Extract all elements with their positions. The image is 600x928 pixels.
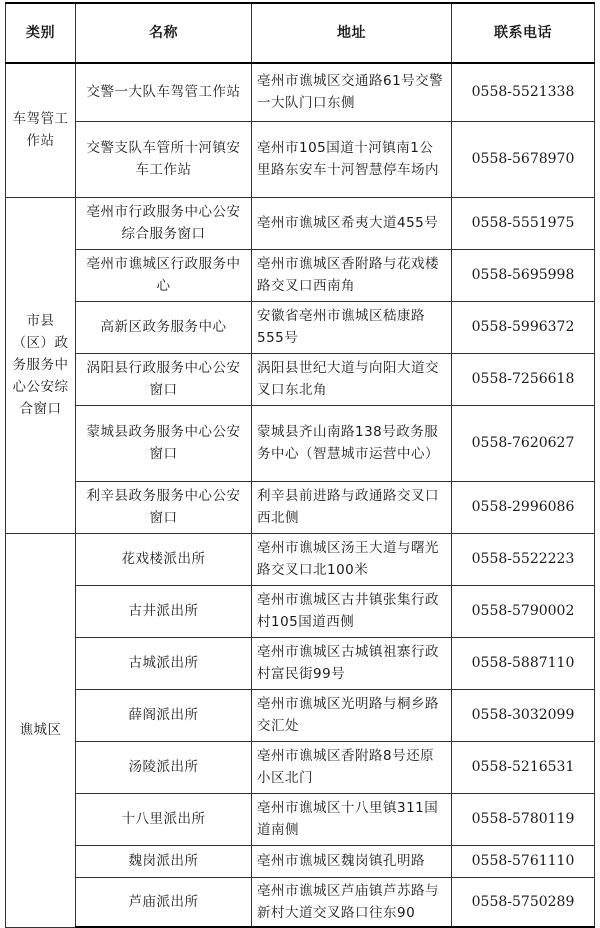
phone-cell: 0558-2996086 (452, 481, 595, 533)
table-row (6, 689, 595, 741)
category-cell: 谯城区 (6, 533, 76, 927)
table-row (6, 405, 595, 481)
name-cell: 古井派出所 (76, 585, 252, 637)
address-cell: 亳州市谯城区香附路8号还原小区北门 (252, 741, 452, 793)
table-row (6, 301, 595, 353)
phone-cell: 0558-5790002 (452, 585, 595, 637)
table-row (6, 481, 595, 533)
name-cell: 亳州市谯城区行政服务中心 (76, 249, 252, 301)
name-cell: 薛阁派出所 (76, 689, 252, 741)
address-cell: 亳州市谯城区古城镇祖寨行政村富民街99号 (252, 637, 452, 689)
table-row (6, 877, 595, 927)
name-cell: 汤陵派出所 (76, 741, 252, 793)
name-cell: 高新区政务服务中心 (76, 301, 252, 353)
address-cell: 亳州市谯城区芦庙镇芦苏路与新村大道交叉路口往东90 (252, 877, 452, 927)
phone-cell: 0558-5695998 (452, 249, 595, 301)
phone-cell: 0558-5761110 (452, 845, 595, 877)
address-cell: 亳州市谯城区魏岗镇孔明路 (252, 845, 452, 877)
phone-cell: 0558-3032099 (452, 689, 595, 741)
address-cell: 亳州市谯城区香附路与花戏楼路交叉口西南角 (252, 249, 452, 301)
table-row (6, 585, 595, 637)
header-phone: 联系电话 (452, 3, 595, 63)
name-cell: 魏岗派出所 (76, 845, 252, 877)
name-cell: 蒙城县政务服务中心公安窗口 (76, 405, 252, 481)
address-cell: 亳州市谯城区希夷大道455号 (252, 197, 452, 249)
name-cell: 芦庙派出所 (76, 877, 252, 927)
address-cell: 亳州市105国道十河镇南1公里路东安车十河智慧停车场内 (252, 121, 452, 197)
contact-table (5, 2, 595, 928)
table-row (6, 63, 595, 121)
table-row (6, 741, 595, 793)
address-cell: 亳州市谯城区古井镇张集行政村105国道西侧 (252, 585, 452, 637)
name-cell: 花戏楼派出所 (76, 533, 252, 585)
table-row (6, 121, 595, 197)
header-address: 地址 (252, 3, 452, 63)
phone-cell: 0558-5522223 (452, 533, 595, 585)
category-cell: 车驾管工作站 (6, 63, 76, 197)
phone-cell: 0558-5750289 (452, 877, 595, 927)
name-cell: 涡阳县行政服务中心公安窗口 (76, 353, 252, 405)
address-cell: 安徽省亳州市谯城区嵇康路555号 (252, 301, 452, 353)
phone-cell: 0558-5216531 (452, 741, 595, 793)
table-row (6, 533, 595, 585)
name-cell: 交警一大队车驾管工作站 (76, 63, 252, 121)
address-cell: 亳州市谯城区光明路与桐乡路交汇处 (252, 689, 452, 741)
address-cell: 亳州市谯城区交通路61号交警一大队门口东侧 (252, 63, 452, 121)
phone-cell: 0558-5780119 (452, 793, 595, 845)
phone-cell: 0558-5521338 (452, 63, 595, 121)
table-row (6, 845, 595, 877)
name-cell: 十八里派出所 (76, 793, 252, 845)
phone-cell: 0558-5996372 (452, 301, 595, 353)
table-row (6, 353, 595, 405)
header-row (6, 3, 595, 63)
category-cell: 市县（区）政务服务中心公安综合窗口 (6, 197, 76, 533)
address-cell: 涡阳县世纪大道与向阳大道交叉口东北角 (252, 353, 452, 405)
name-cell: 古城派出所 (76, 637, 252, 689)
address-cell: 利辛县前进路与政通路交叉口西北侧 (252, 481, 452, 533)
name-cell: 利辛县政务服务中心公安窗口 (76, 481, 252, 533)
table-row (6, 249, 595, 301)
address-cell: 亳州市谯城区十八里镇311国道南侧 (252, 793, 452, 845)
table-row (6, 637, 595, 689)
header-category: 类别 (6, 3, 76, 63)
header-name: 名称 (76, 3, 252, 63)
name-cell: 亳州市行政服务中心公安综合服务窗口 (76, 197, 252, 249)
address-cell: 亳州市谯城区汤王大道与曙光路交叉口北100米 (252, 533, 452, 585)
table-row (6, 197, 595, 249)
phone-cell: 0558-5551975 (452, 197, 595, 249)
table-row (6, 793, 595, 845)
address-cell: 蒙城县齐山南路138号政务服务中心（智慧城市运营中心） (252, 405, 452, 481)
phone-cell: 0558-5887110 (452, 637, 595, 689)
phone-cell: 0558-7620627 (452, 405, 595, 481)
name-cell: 交警支队车管所十河镇安车工作站 (76, 121, 252, 197)
phone-cell: 0558-7256618 (452, 353, 595, 405)
phone-cell: 0558-5678970 (452, 121, 595, 197)
